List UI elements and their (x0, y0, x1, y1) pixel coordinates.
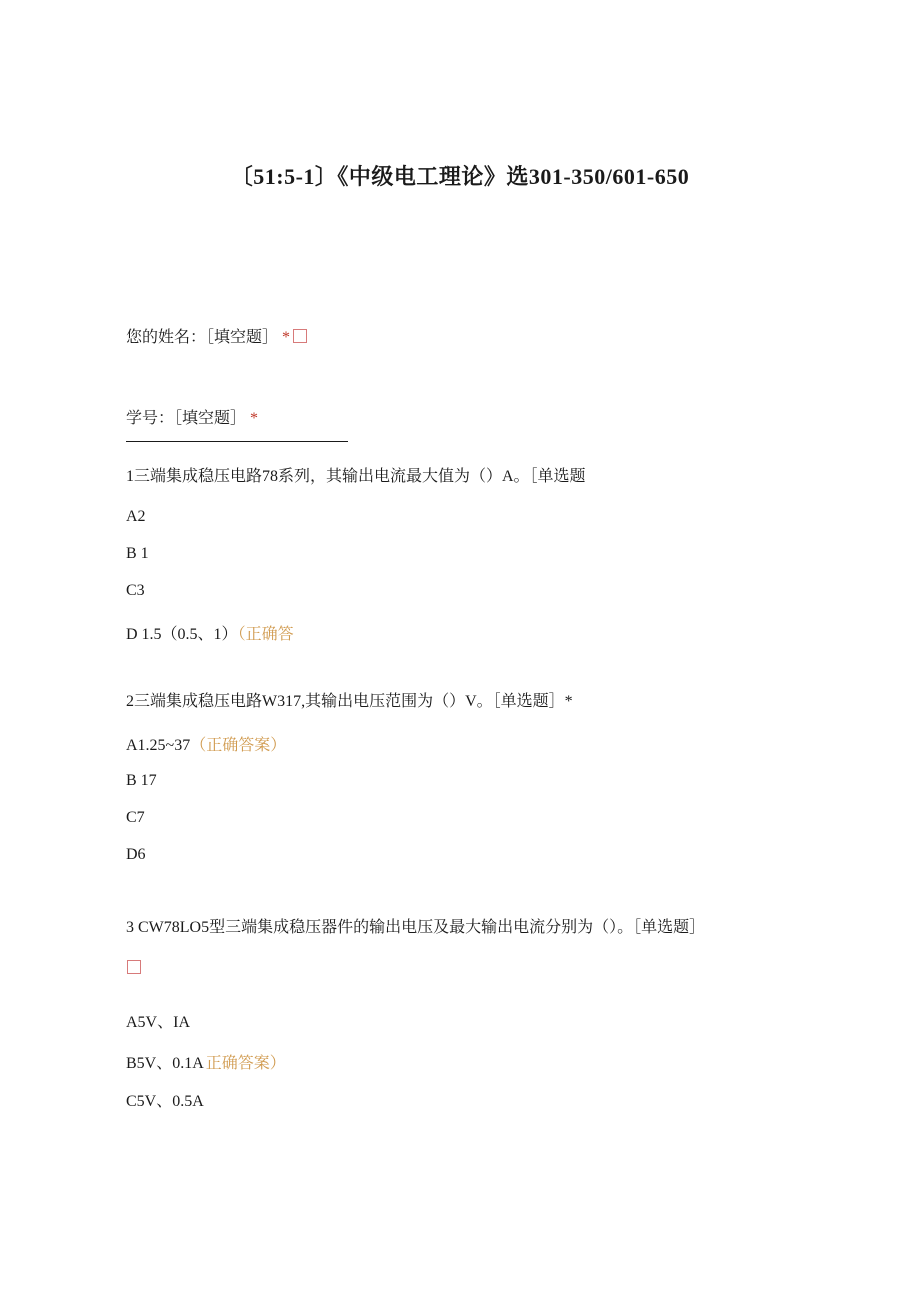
correct-answer-mark: 正确答案） (205, 1055, 286, 1072)
option-text: D 1.5（0.5、1） (126, 626, 238, 643)
name-checkbox[interactable] (293, 329, 307, 343)
required-mark: * (282, 329, 291, 346)
document-title: 〔51:5-1〕《中级电工理论》选301-350/601-650 (230, 164, 690, 189)
correct-answer-mark: （正确答案） (190, 737, 287, 754)
q3-checkbox-row[interactable] (126, 960, 141, 978)
q3-checkbox[interactable] (127, 960, 141, 974)
name-field[interactable] (126, 324, 307, 347)
q3-option-c[interactable] (126, 1088, 204, 1111)
q1-option-a[interactable] (126, 508, 146, 526)
id-field-label: 学号：［填空题］ (126, 410, 247, 427)
option-text: A2 (126, 508, 146, 525)
option-text: B 1 (126, 545, 149, 562)
option-text: C7 (126, 809, 145, 826)
option-text: C5V、0.5A (126, 1093, 204, 1110)
option-text: D6 (126, 846, 146, 863)
option-text: B5V、0.1A (126, 1055, 204, 1072)
required-mark: * (250, 410, 259, 427)
question-2-stem: 2三端集成稳压电路W317,其输出电压范围为（）V。［单选题］* (126, 693, 573, 710)
id-field[interactable] (126, 405, 258, 428)
q2-option-c[interactable] (126, 809, 145, 827)
q3-option-b[interactable] (126, 1050, 286, 1073)
option-text: C3 (126, 582, 145, 599)
name-field-label: 您的姓名：［填空题］ (126, 329, 279, 346)
option-text: A1.25~37 (126, 737, 191, 754)
q3-option-a[interactable] (126, 1009, 190, 1032)
q2-option-d[interactable] (126, 846, 146, 864)
q1-option-b[interactable] (126, 545, 149, 563)
q1-option-d[interactable] (126, 621, 294, 644)
option-text: B 17 (126, 772, 157, 789)
option-text: A5V、IA (126, 1014, 190, 1031)
correct-answer-mark: （正确答 (237, 626, 294, 643)
q1-option-c[interactable] (126, 582, 145, 600)
question-3-stem: 3 CW78LO5型三端集成稳压器件的输出电压及最大输出电流分别为（）。［单选题］ (126, 919, 706, 936)
q2-option-a[interactable] (126, 732, 286, 755)
question-1-stem: 1三端集成稳压电路78系列，其输出电流最大值为（）A。［单选题 (126, 468, 586, 485)
q2-option-b[interactable] (126, 772, 157, 790)
id-answer-line[interactable] (126, 441, 348, 442)
